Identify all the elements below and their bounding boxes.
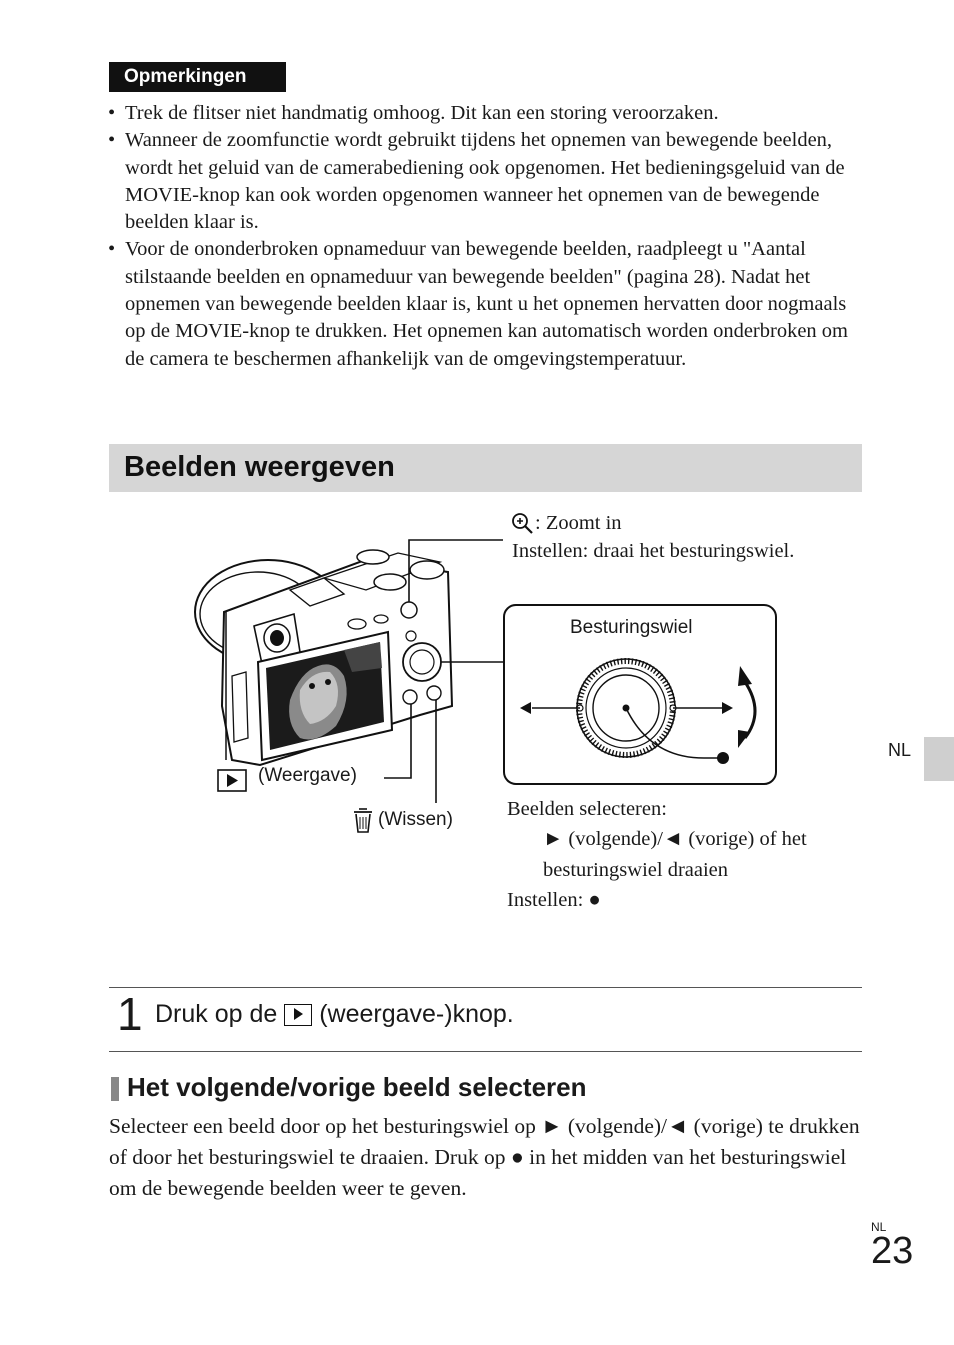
- note-item: • Wanneer de zoomfunctie wordt gebruikt tijdens het opnemen van bewegende beelden, wordt het geluid van de camerabediening ook opgenomen. Het bedieningsgeluid van de MOVIE-knop kan ook worden opgenomen wanneer het opnemen van de bewegende beelden klaar is.: [108, 127, 868, 236]
- playback-icon: [218, 770, 246, 791]
- step-divider-bottom: [109, 1051, 862, 1052]
- page-number: 23: [871, 1230, 914, 1272]
- step-divider-top: [109, 987, 862, 988]
- select-line-2: besturingswiel draaien: [543, 859, 729, 881]
- step-number: 1: [117, 988, 143, 1040]
- notes-heading: Opmerkingen: [109, 62, 286, 92]
- step-text-before: Druk op de: [155, 1000, 278, 1028]
- trash-icon: [354, 809, 372, 832]
- step-instruction: [155, 1000, 514, 1029]
- footer-language: NL: [871, 1220, 887, 1234]
- note-item: • Trek de flitser niet handmatig omhoog. Dit kan een storing veroorzaken.: [108, 100, 868, 127]
- section-title: Beelden weergeven: [124, 451, 395, 483]
- zoom-label: : Zoomt in: [535, 512, 622, 534]
- language-tab: [924, 737, 954, 781]
- playback-label: (Weergave): [258, 765, 357, 786]
- select-title: Beelden selecteren:: [507, 798, 667, 820]
- language-tab-label: NL: [888, 740, 912, 760]
- wheel-label: Besturingswiel: [570, 617, 693, 638]
- playback-button-icon: [284, 1004, 312, 1026]
- zoom-set-label: Instellen: draai het besturingswiel.: [512, 540, 795, 562]
- select-line-1: ► (volgende)/◄ (vorige) of het: [543, 828, 807, 850]
- note-item: • Voor de ononderbroken opnameduur van bewegende beelden, raadpleegt u "Aantal stilstaande beelden en opnameduur van bewegende beelden" (pagina 28). Nadat het opnemen van bewegende beelden klaar is, kunt u het opnemen hervatten door nogmaals op de MOVIE-knop te drukken. Het opnemen kan automatisch worden onderbroken om de camera te beschermen afhankelijk van de omgevingstemperatuur.: [108, 236, 868, 372]
- step-text-after: (weergave-)knop.: [319, 1000, 514, 1028]
- subsection-title: Het volgende/vorige beeld selecteren: [127, 1072, 587, 1102]
- subsection-marker: [111, 1077, 119, 1101]
- subsection-body: Selecteer een beeld door op het besturingswiel op ► (volgende)/◄ (vorige) te drukken of door het besturingswiel te draaien. Druk op ● in het midden van het besturingswiel om de bewegende beelden weer te geven.: [109, 1114, 860, 1200]
- delete-label: (Wissen): [378, 809, 453, 830]
- set-label: Instellen: ●: [507, 889, 601, 911]
- zoom-in-icon: [513, 514, 532, 533]
